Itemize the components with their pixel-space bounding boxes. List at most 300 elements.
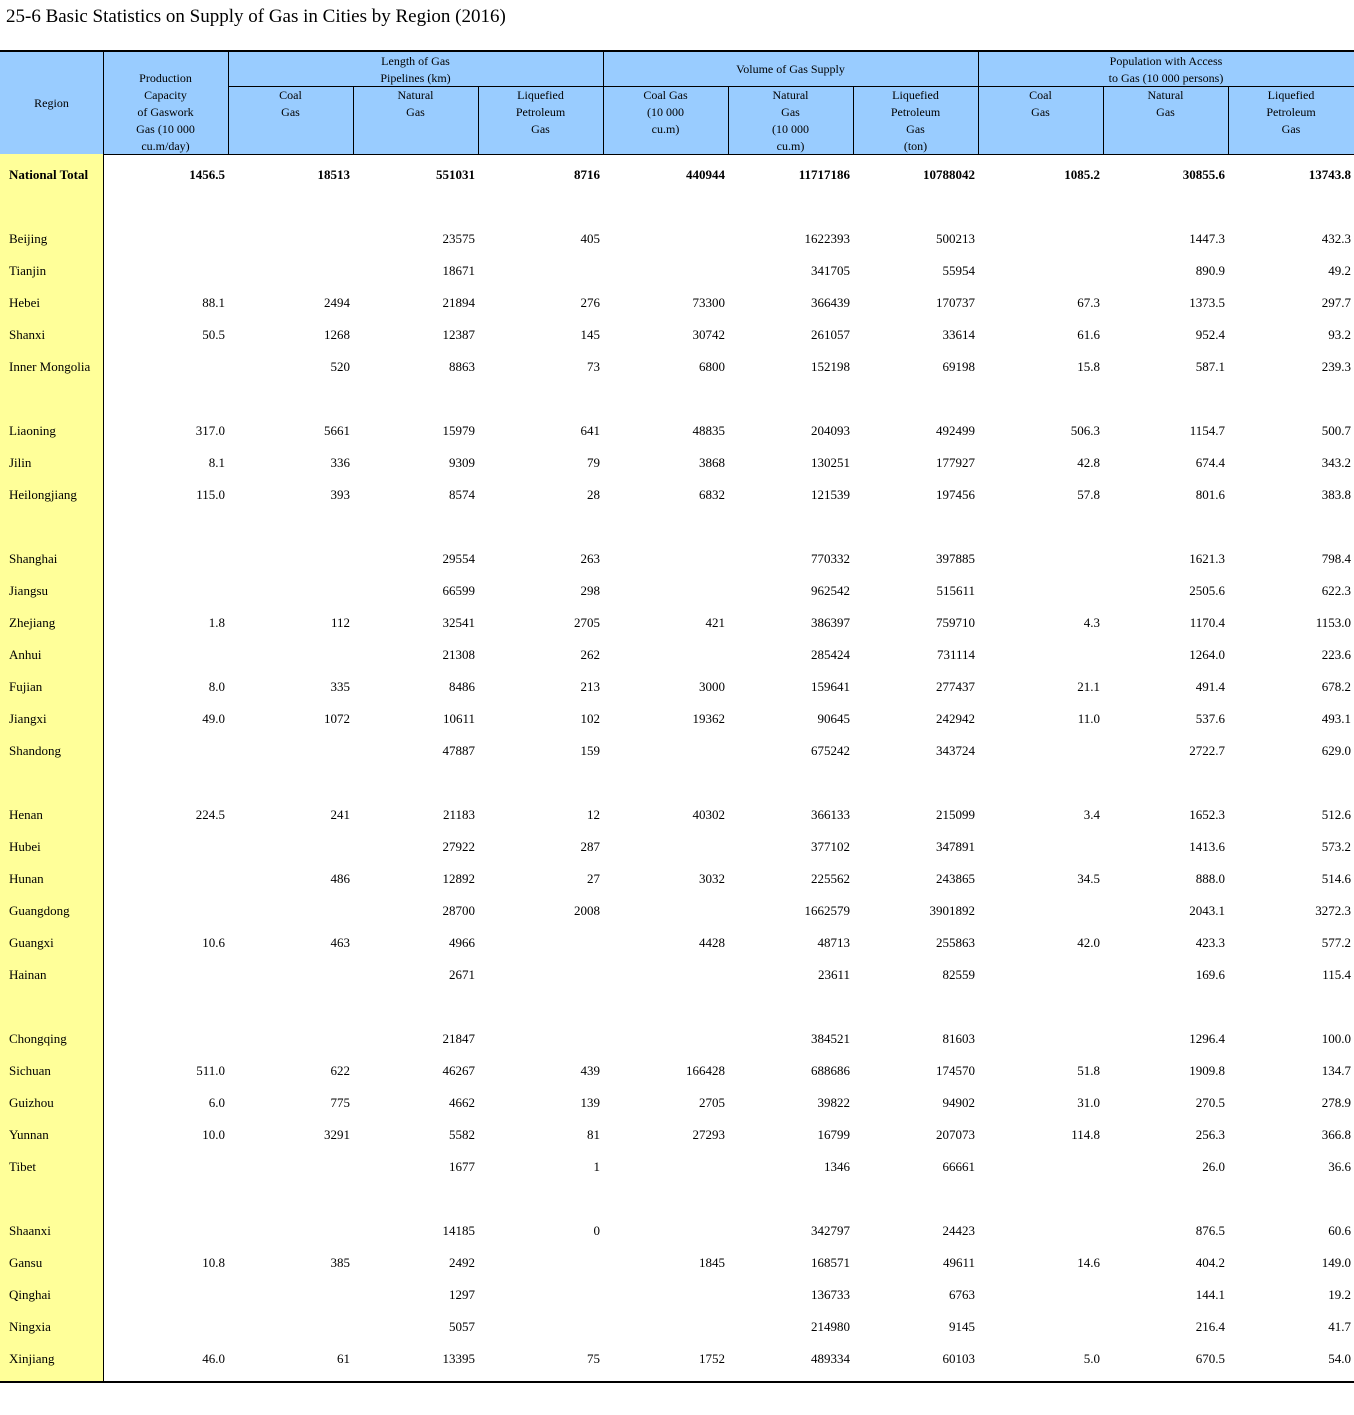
header-line: Gas <box>1156 105 1175 119</box>
table-cell: 500.7 <box>1321 423 1351 438</box>
table-cell: 551031 <box>436 167 475 182</box>
table-row <box>0 352 1354 384</box>
table-row <box>0 640 1354 672</box>
table-cell: 423.3 <box>1195 935 1225 950</box>
region-name: Shanghai <box>9 551 58 566</box>
header-line: Coal <box>279 88 302 102</box>
table-cell: 73300 <box>692 295 725 310</box>
table-cell: 6800 <box>699 359 725 374</box>
table-cell: 2492 <box>449 1255 475 1270</box>
header-divider <box>228 86 1354 87</box>
table-row <box>0 1152 1354 1184</box>
table-cell: 121539 <box>811 487 850 502</box>
table-cell: 39822 <box>817 1095 850 1110</box>
header-divider <box>1103 86 1104 154</box>
table-cell: 26.0 <box>1202 1159 1225 1174</box>
header-length-group <box>228 53 603 87</box>
table-cell: 12387 <box>442 327 475 342</box>
table-row <box>0 320 1354 352</box>
table-cell: 297.7 <box>1321 295 1351 310</box>
table-cell: 243865 <box>936 871 975 886</box>
header-production <box>103 70 228 155</box>
table-cell: 2505.6 <box>1189 583 1225 598</box>
table-cell: 491.4 <box>1195 679 1225 694</box>
table-cell: 2008 <box>574 903 600 918</box>
table-cell: 10611 <box>442 711 475 726</box>
table-cell: 9145 <box>949 1319 975 1334</box>
table-cell: 145 <box>580 327 600 342</box>
table-cell: 386397 <box>811 615 850 630</box>
table-cell: 24423 <box>942 1223 975 1238</box>
table-cell: 73 <box>587 359 600 374</box>
table-cell: 21847 <box>442 1031 475 1046</box>
header-divider <box>728 86 729 154</box>
table-cell: 42.0 <box>1077 935 1100 950</box>
table-cell: 42.8 <box>1077 455 1100 470</box>
table-cell: 28700 <box>442 903 475 918</box>
region-name: Hebei <box>9 295 41 310</box>
table-cell: 174570 <box>936 1063 975 1078</box>
table-cell: 641 <box>580 423 600 438</box>
header-divider <box>353 86 354 154</box>
table-cell: 404.2 <box>1195 1255 1225 1270</box>
header-subcolumn <box>1103 87 1228 121</box>
table-row <box>0 416 1354 448</box>
table-cell: 10.6 <box>202 935 225 950</box>
table-cell: 134.7 <box>1321 1063 1351 1078</box>
table-cell: 489334 <box>811 1351 850 1366</box>
header-line: (10 000 <box>772 122 809 136</box>
table-cell: 577.2 <box>1321 935 1351 950</box>
table-row <box>0 1024 1354 1056</box>
header-divider <box>853 86 854 154</box>
table-cell: 10788042 <box>923 167 975 182</box>
header-line: Gas <box>406 105 425 119</box>
table-cell: 512.6 <box>1321 807 1351 822</box>
table-cell: 55954 <box>942 263 975 278</box>
table-cell: 537.6 <box>1195 711 1225 726</box>
table-cell: 670.5 <box>1195 1351 1225 1366</box>
table-row <box>0 224 1354 256</box>
header-subcolumn <box>603 87 728 138</box>
table-cell: 54.0 <box>1328 1351 1351 1366</box>
table-cell: 159 <box>580 743 600 758</box>
table-row <box>0 832 1354 864</box>
table-cell: 3000 <box>699 679 725 694</box>
region-name: Tianjin <box>9 263 47 278</box>
table-cell: 798.4 <box>1321 551 1351 566</box>
region-name: Beijing <box>9 231 48 246</box>
table-cell: 4966 <box>449 935 475 950</box>
region-name: Zhejiang <box>9 615 56 630</box>
table-row <box>0 288 1354 320</box>
table-cell: 139 <box>580 1095 600 1110</box>
table-cell: 366133 <box>811 807 850 822</box>
table-cell: 876.5 <box>1195 1223 1225 1238</box>
table-cell: 1373.5 <box>1189 295 1225 310</box>
table-cell: 6763 <box>949 1287 975 1302</box>
header-line: Liquefied <box>1267 88 1315 102</box>
table-cell: 60103 <box>942 1351 975 1366</box>
header-divider <box>603 52 604 154</box>
table-cell: 41.7 <box>1328 1319 1351 1334</box>
table-row <box>0 480 1354 512</box>
table-cell: 94902 <box>942 1095 975 1110</box>
table-cell: 520 <box>330 359 350 374</box>
table-cell: 1170.4 <box>1189 615 1225 630</box>
table-cell: 93.2 <box>1328 327 1351 342</box>
table-cell: 500213 <box>936 231 975 246</box>
table-cell: 66599 <box>442 583 475 598</box>
table-cell: 46267 <box>442 1063 475 1078</box>
table-cell: 278.9 <box>1321 1095 1351 1110</box>
table-cell: 3032 <box>699 871 725 886</box>
table-row <box>0 704 1354 736</box>
table-cell: 241 <box>330 807 350 822</box>
table-cell: 675242 <box>811 743 850 758</box>
table-cell: 405 <box>580 231 600 246</box>
table-cell: 11717186 <box>798 167 850 182</box>
table-row <box>0 1248 1354 1280</box>
table-cell: 34.5 <box>1077 871 1100 886</box>
table-cell: 152198 <box>811 359 850 374</box>
table-row <box>0 1216 1354 1248</box>
table-row <box>0 256 1354 288</box>
table-cell: 10.8 <box>202 1255 225 1270</box>
table-row <box>0 576 1354 608</box>
table-cell: 214980 <box>811 1319 850 1334</box>
table-cell: 130251 <box>811 455 850 470</box>
table-cell: 587.1 <box>1195 359 1225 374</box>
table-cell: 1153.0 <box>1315 615 1351 630</box>
table-cell: 775 <box>330 1095 350 1110</box>
table-cell: 1621.3 <box>1189 551 1225 566</box>
table-cell: 962542 <box>811 583 850 598</box>
table-cell: 492499 <box>936 423 975 438</box>
table-cell: 10.0 <box>202 1127 225 1142</box>
table-cell: 51.8 <box>1077 1063 1100 1078</box>
header-subcolumn <box>978 87 1103 121</box>
table-cell: 177927 <box>936 455 975 470</box>
table-cell: 1085.2 <box>1064 167 1100 182</box>
table-cell: 261057 <box>811 327 850 342</box>
table-cell: 115.0 <box>196 487 225 502</box>
table-cell: 75 <box>587 1351 600 1366</box>
table-cell: 1413.6 <box>1189 839 1225 854</box>
table-cell: 287 <box>580 839 600 854</box>
table-cell: 439 <box>580 1063 600 1078</box>
table-cell: 688686 <box>811 1063 850 1078</box>
table-cell: 335 <box>330 679 350 694</box>
table-cell: 12892 <box>442 871 475 886</box>
table-cell: 4.3 <box>1083 615 1100 630</box>
header-line: (10 000 <box>647 105 684 119</box>
header-subcolumn <box>353 87 478 121</box>
table-cell: 678.2 <box>1321 679 1351 694</box>
table-cell: 23575 <box>442 231 475 246</box>
table-cell: 13395 <box>442 1351 475 1366</box>
region-name: Anhui <box>9 647 42 662</box>
table-cell: 19.2 <box>1328 1287 1351 1302</box>
table-cell: 82559 <box>942 967 975 982</box>
header-volume-group <box>603 61 978 78</box>
table-row <box>0 1056 1354 1088</box>
table-cell: 1456.5 <box>189 167 225 182</box>
table-cell: 336 <box>330 455 350 470</box>
table-cell: 317.0 <box>195 423 225 438</box>
table-cell: 506.3 <box>1070 423 1100 438</box>
table-cell: 1268 <box>324 327 350 342</box>
table-cell: 66661 <box>942 1159 975 1174</box>
table-row <box>0 1344 1354 1376</box>
table-cell: 48835 <box>692 423 725 438</box>
table-cell: 343724 <box>936 743 975 758</box>
region-name: Guangxi <box>9 935 54 950</box>
table-cell: 8716 <box>574 167 600 182</box>
header-line: Volume of Gas Supply <box>736 62 845 76</box>
header-line: Coal Gas <box>643 88 688 102</box>
page-title: 25-6 Basic Statistics on Supply of Gas in Cities by Region (2016) <box>6 6 506 27</box>
table-row <box>0 544 1354 576</box>
table-cell: 2671 <box>449 967 475 982</box>
table-cell: 1447.3 <box>1189 231 1225 246</box>
table-cell: 32541 <box>442 615 475 630</box>
header-divider <box>228 52 229 154</box>
table-cell: 30855.6 <box>1182 167 1225 182</box>
table-cell: 622 <box>330 1063 350 1078</box>
table-row <box>0 1120 1354 1152</box>
table-row <box>0 608 1354 640</box>
header-line: Gas <box>1281 122 1301 136</box>
table-cell: 1297 <box>449 1287 475 1302</box>
region-name: Tibet <box>9 1159 36 1174</box>
table-cell: 40302 <box>692 807 725 822</box>
table-cell: 19362 <box>692 711 725 726</box>
table-cell: 169.6 <box>1195 967 1225 982</box>
header-line: Length of Gas <box>381 54 450 68</box>
table-cell: 3868 <box>699 455 725 470</box>
region-name: Jilin <box>9 455 32 470</box>
table-cell: 8574 <box>449 487 475 502</box>
table-cell: 136733 <box>811 1287 850 1302</box>
table-cell: 57.8 <box>1077 487 1100 502</box>
region-name: Jiangsu <box>9 583 48 598</box>
table-cell: 432.3 <box>1321 231 1351 246</box>
table-cell: 3901892 <box>929 903 975 918</box>
table-cell: 6.0 <box>208 1095 225 1110</box>
table-cell: 674.4 <box>1195 455 1225 470</box>
table-row <box>0 1312 1354 1344</box>
table-cell: 223.6 <box>1321 647 1351 662</box>
table-cell: 115.4 <box>1322 967 1351 982</box>
table-cell: 341705 <box>811 263 850 278</box>
table-cell: 255863 <box>936 935 975 950</box>
table-row-total <box>0 160 1354 192</box>
table-cell: 12 <box>587 807 600 822</box>
table-cell: 262 <box>580 647 600 662</box>
table-cell: 27293 <box>692 1127 725 1142</box>
table-cell: 18671 <box>442 263 475 278</box>
table-cell: 2705 <box>699 1095 725 1110</box>
header-line: Natural <box>397 88 434 102</box>
header-line: Petroleum <box>515 105 566 119</box>
table-cell: 493.1 <box>1321 711 1351 726</box>
table-cell: 225562 <box>811 871 850 886</box>
table-cell: 215099 <box>936 807 975 822</box>
table-cell: 112 <box>330 615 350 630</box>
region-name: National Total <box>9 167 89 182</box>
table-cell: 197456 <box>936 487 975 502</box>
header-line: Production <box>139 71 192 85</box>
header-line: Capacity <box>144 88 187 102</box>
table-cell: 31.0 <box>1077 1095 1100 1110</box>
table-row <box>0 864 1354 896</box>
region-name: Fujian <box>9 679 43 694</box>
header-divider <box>978 52 979 154</box>
table-cell: 393 <box>330 487 350 502</box>
table-cell: 8486 <box>449 679 475 694</box>
table-cell: 2722.7 <box>1189 743 1225 758</box>
table-row <box>0 960 1354 992</box>
region-name: Heilongjiang <box>9 487 77 502</box>
table-cell: 1 <box>593 1159 600 1174</box>
table-row <box>0 672 1354 704</box>
table-cell: 440944 <box>686 167 725 182</box>
table-cell: 170737 <box>936 295 975 310</box>
table-cell: 242942 <box>936 711 975 726</box>
region-name: Jiangxi <box>9 711 47 726</box>
region-name: Qinghai <box>9 1287 51 1302</box>
table-cell: 801.6 <box>1195 487 1225 502</box>
table-cell: 168571 <box>811 1255 850 1270</box>
table-cell: 114.8 <box>1071 1127 1100 1142</box>
bottom-rule <box>0 1381 1354 1383</box>
header-subcolumn <box>478 87 603 138</box>
table-cell: 81603 <box>942 1031 975 1046</box>
table-cell: 27922 <box>442 839 475 854</box>
table-cell: 1909.8 <box>1189 1063 1225 1078</box>
header-subcolumn <box>228 87 353 121</box>
table-cell: 5661 <box>324 423 350 438</box>
header-line: Petroleum <box>1266 105 1316 119</box>
table-cell: 33614 <box>942 327 975 342</box>
table-cell: 1346 <box>824 1159 850 1174</box>
table-cell: 6832 <box>699 487 725 502</box>
region-name: Hainan <box>9 967 47 982</box>
table-cell: 15.8 <box>1077 359 1100 374</box>
region-name: Liaoning <box>9 423 56 438</box>
table-cell: 13743.8 <box>1308 167 1351 182</box>
table-cell: 1652.3 <box>1189 807 1225 822</box>
table-cell: 11.0 <box>1077 711 1100 726</box>
table-cell: 239.3 <box>1321 359 1351 374</box>
table-cell: 421 <box>705 615 725 630</box>
table-cell: 385 <box>330 1255 350 1270</box>
header-divider <box>1228 86 1229 154</box>
table-cell: 2043.1 <box>1189 903 1225 918</box>
table-cell: 48713 <box>817 935 850 950</box>
region-name: Chongqing <box>9 1031 67 1046</box>
region-name: Yunnan <box>9 1127 49 1142</box>
table-row <box>0 1280 1354 1312</box>
table-cell: 30742 <box>692 327 725 342</box>
region-name: Henan <box>9 807 43 822</box>
table-cell: 21183 <box>442 807 475 822</box>
table-cell: 8863 <box>449 359 475 374</box>
table-cell: 1296.4 <box>1189 1031 1225 1046</box>
table-cell: 159641 <box>811 679 850 694</box>
header-line: Liquefied <box>517 88 564 102</box>
table-cell: 573.2 <box>1321 839 1351 854</box>
header-divider <box>103 52 104 154</box>
table-cell: 90645 <box>817 711 850 726</box>
header-line: Natural <box>1147 88 1184 102</box>
table-row <box>0 448 1354 480</box>
table-row <box>0 736 1354 768</box>
table-cell: 69198 <box>942 359 975 374</box>
table-cell: 213 <box>580 679 600 694</box>
header-line: Gas <box>281 105 300 119</box>
header-line: Gas <box>531 122 550 136</box>
table-cell: 285424 <box>811 647 850 662</box>
table-cell: 515611 <box>936 583 975 598</box>
region-name: Guizhou <box>9 1095 54 1110</box>
header-line: Liquefied <box>892 88 939 102</box>
header-line: Petroleum <box>890 105 941 119</box>
table-cell: 81 <box>587 1127 600 1142</box>
table-cell: 67.3 <box>1077 295 1100 310</box>
table-cell: 1154.7 <box>1189 423 1225 438</box>
header-subcolumn <box>1228 87 1354 138</box>
table-cell: 629.0 <box>1321 743 1351 758</box>
table-cell: 890.9 <box>1195 263 1225 278</box>
header-divider <box>478 86 479 154</box>
header-subcolumn <box>728 87 853 155</box>
table-cell: 102 <box>580 711 600 726</box>
table-cell: 2705 <box>574 615 600 630</box>
table-cell: 383.8 <box>1321 487 1351 502</box>
region-name: Xinjiang <box>9 1351 55 1366</box>
header-region: Region <box>34 96 69 110</box>
table-cell: 276 <box>580 295 600 310</box>
header-line: Gas <box>906 122 925 136</box>
region-name: Shanxi <box>9 327 46 342</box>
table-cell: 298 <box>580 583 600 598</box>
table-cell: 15979 <box>442 423 475 438</box>
table-cell: 88.1 <box>202 295 225 310</box>
table-cell: 49.0 <box>202 711 225 726</box>
table-cell: 3272.3 <box>1315 903 1351 918</box>
table-row <box>0 800 1354 832</box>
region-name: Gansu <box>9 1255 43 1270</box>
header-population-group <box>978 53 1354 87</box>
table-cell: 770332 <box>811 551 850 566</box>
region-name: Hunan <box>9 871 44 886</box>
table-cell: 377102 <box>811 839 850 854</box>
table-cell: 3.4 <box>1083 807 1100 822</box>
header-line: cu.m) <box>776 139 805 153</box>
table-cell: 61 <box>337 1351 350 1366</box>
table-cell: 8.1 <box>208 455 225 470</box>
table-cell: 514.6 <box>1321 871 1351 886</box>
table-cell: 5.0 <box>1083 1351 1100 1366</box>
table-cell: 343.2 <box>1321 455 1351 470</box>
region-name: Hubei <box>9 839 41 854</box>
table-cell: 49611 <box>942 1255 975 1270</box>
table-cell: 731114 <box>936 647 975 662</box>
region-name: Shaanxi <box>9 1223 51 1238</box>
header-subcolumn <box>853 87 978 155</box>
